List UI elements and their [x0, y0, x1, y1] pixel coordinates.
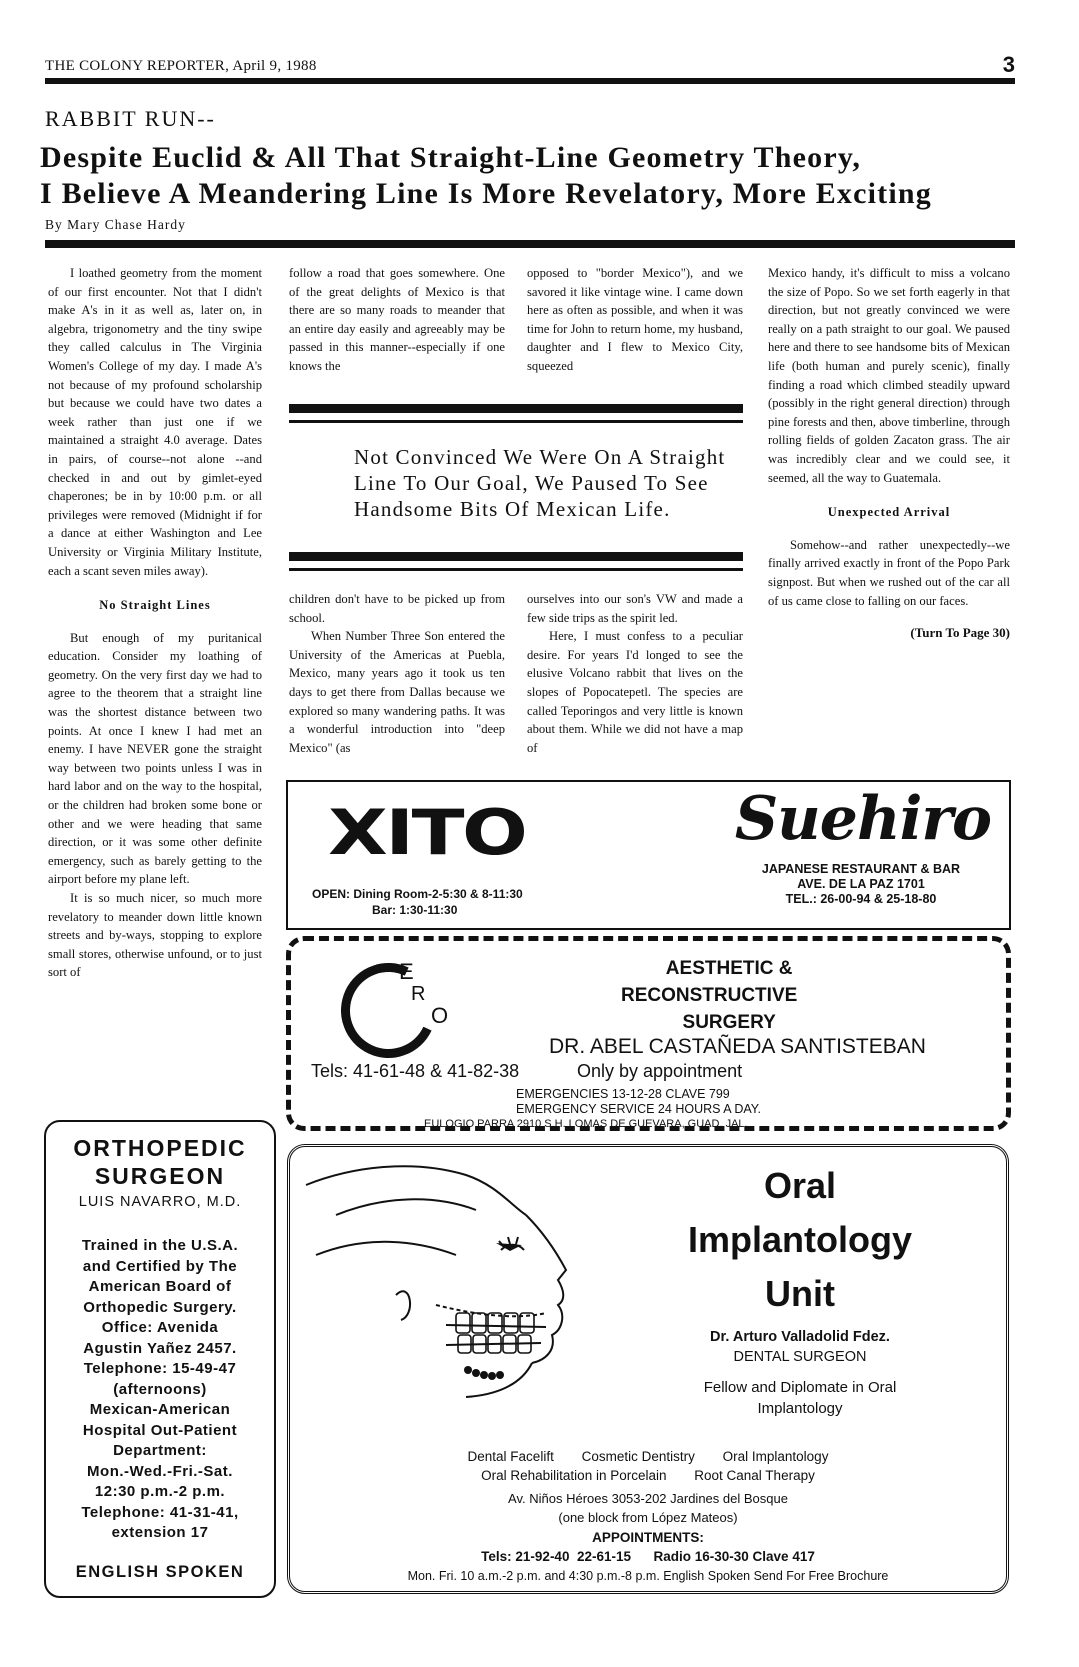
suehiro-phone: TEL.: 26-00-94 & 25-18-80 — [785, 892, 937, 906]
aesthetic-emergency-service: EMERGENCY SERVICE 24 HOURS A DAY. — [516, 1102, 761, 1116]
dental-profile-illustration — [296, 1155, 596, 1405]
oral-doctor — [650, 1327, 950, 1367]
article-headline — [40, 140, 1020, 212]
orthopedic-line: Telephone: 15-49-47 — [83, 1360, 237, 1377]
aesthetic-address: EULOGIO PARRA 2910 S.H. LOMAS DE GUEVARA, GUAD. JAL. — [424, 1118, 748, 1130]
orthopedic-line: and Certified by The — [82, 1257, 238, 1275]
oral-title — [650, 1159, 950, 1321]
article-paragraph: When Number Three Son entered the University of the Americas at Puebla, Mexico, many years ago it took us ten days to get there from Dallas because we explored so many wandering paths. It was a wonderful introduction into "deep Mexico" (as — [289, 629, 505, 755]
orthopedic-title — [46, 1134, 274, 1190]
article-paragraph: ourselves into our son's VW and made a few side trips as the spirit led. — [527, 592, 743, 625]
article-paragraph: It is so much nicer, so much more revelatory to meander down little known streets and by-ways, stopping to explore small stores, otherwise unfound, or to just sort of — [48, 891, 262, 980]
pullquote-rule-top-thin — [289, 420, 743, 423]
article-paragraph: Mexico handy, it's difficult to miss a volcano the size of Popo. So we set forth eagerly in that direction, but not greatly convinced we were really on a path straight to our goal. We paused here and there to see handsome bits of Mexican life (both human and purely scenic), finally finding a road which climbed steadily upward (possibly in the right general direction) through pine forests and then, above timberline, through rolling fields of golden Zacaton grass. The air was incredibly clear and we could see, it seemed, all the way to Guatemala. — [768, 266, 1010, 485]
subhead-no-straight-lines: No Straight Lines — [99, 598, 211, 613]
orthopedic-line: (afternoons) — [113, 1380, 207, 1398]
oral-service: Oral Rehabilitation in Porcelain — [481, 1468, 667, 1483]
orthopedic-line: Mon.-Wed.-Fri.-Sat. — [87, 1462, 233, 1480]
oral-hours: Mon. Fri. 10 a.m.-2 p.m. and 4:30 p.m.-8 p.m. English Spoken Send For Free Brochure — [407, 1569, 889, 1583]
article-column-3-top — [527, 264, 743, 376]
turn-to-page: (Turn To Page 30) — [910, 625, 1010, 641]
orthopedic-line: Mexican-American — [89, 1401, 231, 1418]
article-kicker: RABBIT RUN-- — [45, 106, 216, 131]
article-paragraph: Here, I must confess to a peculiar desire. For years I'd longed to see the elusive Volcano rabbit that lives on the slopes of Popocatepetl. The species are called Teporingos and very little is known about them. While we did not have a map of — [527, 629, 743, 755]
oral-fellow — [650, 1377, 950, 1419]
orthopedic-details — [46, 1236, 274, 1544]
orthopedic-english-spoken: ENGLISH SPOKEN — [75, 1563, 245, 1581]
oral-service: Cosmetic Dentistry — [581, 1449, 695, 1464]
orthopedic-line: Trained in the U.S.A. — [81, 1237, 239, 1254]
aesthetic-title-line: AESTHETIC & — [665, 958, 793, 979]
orthopedic-line: Office: Avenida — [101, 1319, 219, 1336]
article-column-1 — [48, 264, 262, 982]
oral-address: Av. Niños Héroes 3053-202 Jardines del Bosque — [508, 1491, 788, 1506]
oral-services-row-1 — [290, 1447, 1006, 1466]
pullquote: Not Convinced We Were On A Straight Line To Our Goal, We Paused To See Handsome Bits Of Mexican Life. — [354, 445, 726, 521]
headline-line-2: I Believe A Meandering Line Is More Revelatory, More Exciting — [40, 177, 932, 210]
orthopedic-title-line: SURGEON — [94, 1163, 226, 1189]
article-paragraph: follow a road that goes somewhere. One of the great delights of Mexico is that there are so many roads to meander that an entire day easily and agreeably may be passed in this manner--especially if one knows the — [289, 266, 505, 373]
ero-logo-o: O — [431, 1003, 449, 1028]
oral-services-row-2 — [290, 1466, 1006, 1485]
orthopedic-line: Hospital Out-Patient — [82, 1421, 238, 1439]
restaurant-ad — [286, 780, 1011, 930]
headline-rule — [45, 240, 1015, 248]
ero-logo-e: E — [399, 959, 414, 984]
orthopedic-line: Orthopedic Surgery. — [83, 1298, 237, 1316]
oral-phones: Tels: 21-92-40 22-61-15 Radio 16-30-30 Clave 417 — [481, 1549, 815, 1564]
aesthetic-emergency — [516, 1087, 761, 1117]
article-column-3-bottom — [527, 590, 743, 757]
oral-doctor-name: Dr. Arturo Valladolid Fdez. — [710, 1329, 890, 1345]
article-column-2-top — [289, 264, 505, 376]
oral-fellow-line: Fellow and Diplomate in Oral — [703, 1379, 897, 1396]
aesthetic-emergencies: EMERGENCIES 13-12-28 CLAVE 799 — [516, 1087, 730, 1101]
oral-doctor-role: DENTAL SURGEON — [733, 1349, 867, 1365]
orthopedic-line: Agustin Yañez 2457. — [83, 1339, 237, 1357]
oral-service: Dental Facelift — [467, 1449, 554, 1464]
pullquote-rule-bottom-thin — [289, 568, 743, 571]
aesthetic-doctor: DR. ABEL CASTAÑEDA SANTISTEBAN — [549, 1035, 926, 1058]
aesthetic-appointment: Only by appointment — [577, 1061, 743, 1081]
byline: By Mary Chase Hardy — [45, 217, 186, 232]
orthopedic-line: Telephone: 41-31-41, — [81, 1503, 239, 1521]
aesthetic-surgery-ad — [286, 936, 1011, 1131]
xito-hours-dining: OPEN: Dining Room-2-5:30 & 8-11:30 — [312, 887, 523, 901]
page-number: 3 — [1002, 52, 1015, 77]
article-paragraph: But enough of my puritanical education. Consider my loathing of geometry. On the very first day we had to agree to the theorem that a straight line was the shortest distance between two points. At once I knew I had met an enemy. I have NEVER gone the straight way between two points unless I was in hard labor and on the way to the hospital, or the children had broken some bone or other and we were heading that same direction, or it was some other definite emergency, such as barely getting to the airport before my plane left. — [48, 630, 262, 887]
orthopedic-doctor: LUIS NAVARRO, M.D. — [78, 1194, 242, 1210]
oral-service: Root Canal Therapy — [694, 1468, 815, 1483]
subhead-unexpected-arrival: Unexpected Arrival — [827, 505, 951, 520]
orthopedic-line: 12:30 p.m.-2 p.m. — [94, 1483, 226, 1500]
article-column-4 — [768, 264, 1010, 643]
oral-implantology-ad — [287, 1144, 1009, 1594]
oral-address-note: (one block from López Mateos) — [558, 1510, 738, 1525]
aesthetic-phones: Tels: 41-61-48 & 41-82-38 — [311, 1061, 520, 1081]
oral-title-line: Implantology — [688, 1219, 912, 1260]
publication-line: THE COLONY REPORTER, April 9, 1988 — [45, 58, 317, 74]
article-paragraph: children don't have to be picked up from school. — [289, 592, 505, 625]
article-paragraph: I loathed geometry from the moment of our first encounter. Not that I didn't make A's in it as well as, later on, in algebra, trigonometry and the tiny swipe they called calculus in The Virginia Women's College of my day. I made A's not because of my profound scholarship but because we could have two dates a week rather than just one if we maintained a straight 4.0 average. Dates in pairs, of course--not alone --and checked in and out by gimlet-eyed chaperones; be in by 10:00 p.m. or all privileges were removed (Midnight if for a dance at either Washington and Lee University or Virginia Military Institute, each a scant seven miles away). — [48, 266, 262, 578]
ero-logo-r: R — [411, 983, 426, 1005]
article-paragraph: opposed to "border Mexico"), and we savored it like vintage wine. I came down here as often as possible, and when it was time for John to return home, my husband, daughter and I flew to Mexico City, squeezed — [527, 266, 743, 373]
oral-title-line: Unit — [765, 1273, 835, 1314]
orthopedic-title-line: ORTHOPEDIC — [73, 1135, 247, 1161]
oral-service: Oral Implantology — [722, 1449, 829, 1464]
xito-hours-bar: Bar: 1:30-11:30 — [372, 903, 458, 917]
suehiro-info — [731, 862, 991, 907]
headline-line-1: Despite Euclid & All That Straight-Line Geometry Theory, — [40, 141, 862, 174]
xito-logo: XITO — [328, 796, 526, 869]
xito-hours — [312, 886, 523, 918]
orthopedic-line: extension 17 — [111, 1524, 209, 1541]
masthead-rule — [45, 78, 1015, 84]
suehiro-line: JAPANESE RESTAURANT & BAR — [761, 862, 961, 876]
suehiro-logo: Suehiro — [734, 784, 991, 854]
orthopedic-line: Department: — [113, 1442, 207, 1459]
aesthetic-title-line: SURGERY — [682, 1012, 776, 1033]
suehiro-address: AVE. DE LA PAZ 1701 — [797, 877, 925, 891]
article-column-2-bottom — [289, 590, 505, 757]
aesthetic-title — [621, 955, 797, 1036]
orthopedic-line: American Board of — [88, 1278, 232, 1295]
aesthetic-title-line: RECONSTRUCTIVE — [621, 985, 798, 1006]
pullquote-rule-top — [289, 404, 743, 413]
pullquote-rule-bottom — [289, 552, 743, 561]
oral-fellow-line: Implantology — [757, 1400, 843, 1417]
orthopedic-ad — [44, 1120, 276, 1598]
oral-appointments: APPOINTMENTS: — [592, 1530, 704, 1545]
oral-title-line: Oral — [763, 1165, 837, 1206]
article-paragraph: Somehow--and rather unexpectedly--we finally arrived exactly in front of the Popo Park signpost. But when we rushed out of the car all of us came close to falling on our faces. — [768, 537, 1010, 608]
